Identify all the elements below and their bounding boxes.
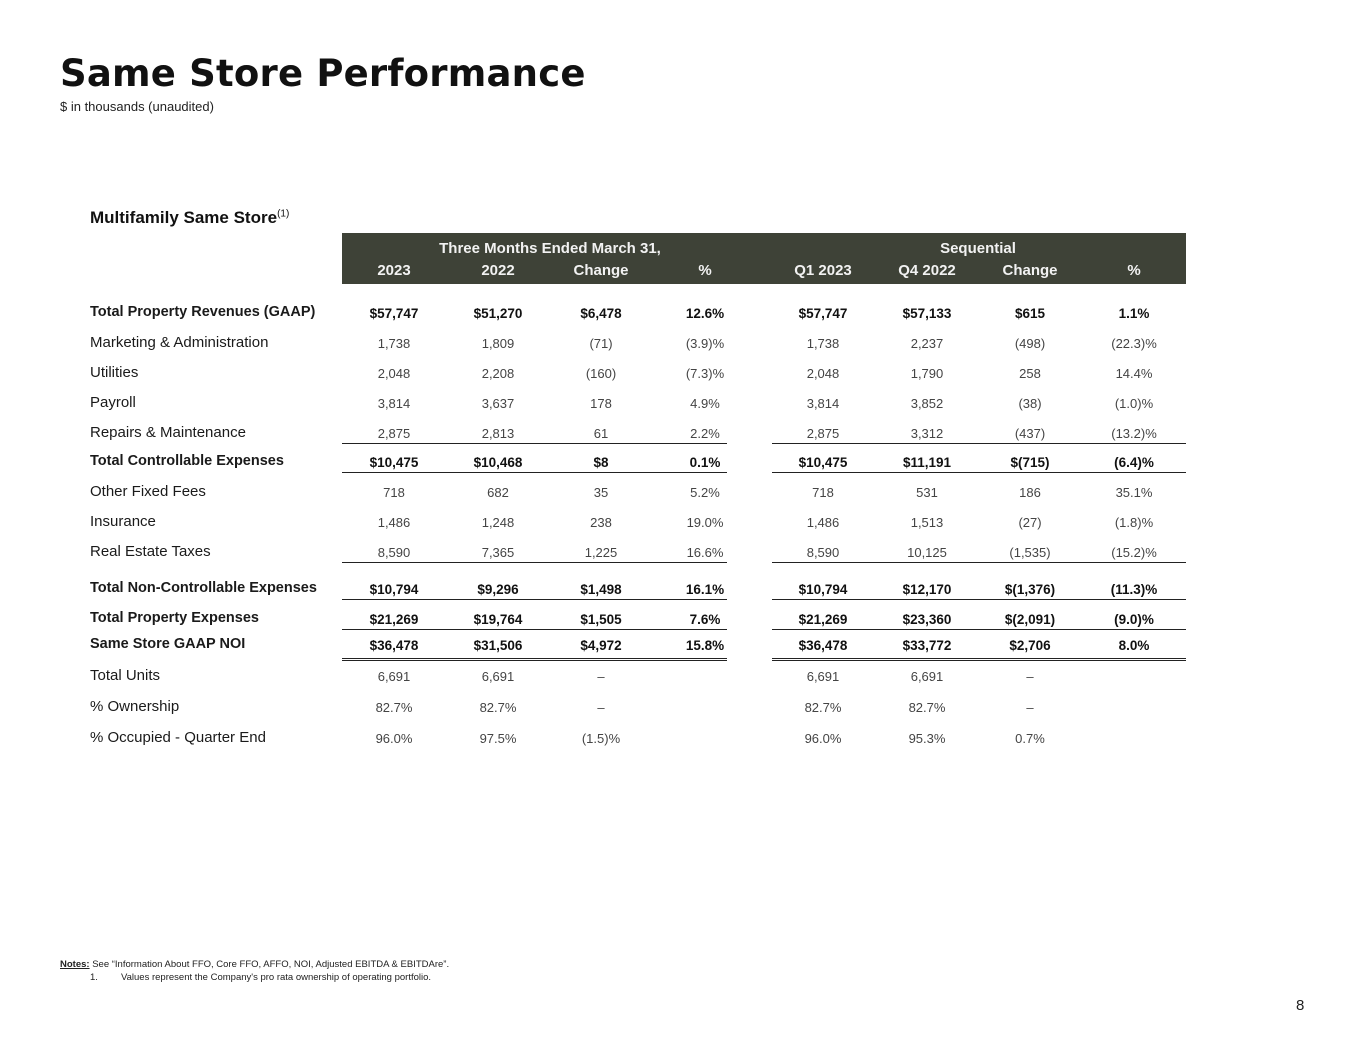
row-label: Total Controllable Expenses bbox=[90, 453, 284, 469]
double-underline bbox=[342, 658, 727, 662]
table-cell: – bbox=[1026, 700, 1034, 715]
table-cell: 4.9% bbox=[690, 396, 720, 411]
total-underline bbox=[342, 629, 727, 630]
table-cell: $10,475 bbox=[369, 455, 419, 470]
row-label: Total Units bbox=[90, 667, 161, 684]
table-cell: (27) bbox=[1018, 515, 1042, 530]
table-cell: 14.4% bbox=[1115, 366, 1153, 381]
table-cell: 1,248 bbox=[481, 515, 515, 530]
row-label: Utilities bbox=[90, 364, 139, 381]
row-label: Other Fixed Fees bbox=[90, 483, 206, 500]
table-cell: $1,498 bbox=[580, 582, 622, 597]
table-cell: $2,706 bbox=[1009, 638, 1051, 653]
table-cell: 96.0% bbox=[375, 731, 413, 746]
table-cell: $19,764 bbox=[473, 612, 523, 627]
page-subtitle: $ in thousands (unaudited) bbox=[60, 99, 214, 114]
table-cell: $(715) bbox=[1010, 455, 1050, 470]
table-cell: 5.2% bbox=[690, 485, 720, 500]
notes-text: See “Information About FFO, Core FFO, AFFO, NOI, Adjusted EBITDA & EBITDAre”. bbox=[89, 959, 450, 970]
table-cell: (15.2)% bbox=[1111, 545, 1157, 560]
table-cell: (1.0)% bbox=[1114, 396, 1154, 411]
table-cell: 3,814 bbox=[377, 396, 411, 411]
total-underline bbox=[342, 599, 727, 600]
table-cell: 0.7% bbox=[1015, 731, 1045, 746]
total-underline bbox=[342, 472, 727, 473]
table-cell: 0.1% bbox=[689, 455, 721, 470]
table-cell: (22.3)% bbox=[1111, 336, 1157, 351]
total-underline bbox=[772, 629, 1186, 630]
table-cell: $33,772 bbox=[902, 638, 952, 653]
table-cell: $9,296 bbox=[477, 582, 519, 597]
table-cell: 8,590 bbox=[377, 545, 411, 560]
section-title bbox=[90, 208, 289, 228]
table-cell: 97.5% bbox=[479, 731, 517, 746]
table-cell: 6,691 bbox=[910, 669, 944, 684]
table-cell: (437) bbox=[1014, 426, 1046, 441]
table-cell: (1,535) bbox=[1009, 545, 1051, 560]
row-label: % Ownership bbox=[90, 698, 180, 715]
table-cell: (6.4)% bbox=[1114, 455, 1154, 470]
table-cell: 1,738 bbox=[806, 336, 840, 351]
table-cell: $10,794 bbox=[369, 582, 419, 597]
column-header: Q4 2022 bbox=[898, 262, 956, 279]
table-cell: $36,478 bbox=[369, 638, 419, 653]
total-underline bbox=[772, 472, 1186, 473]
table-cell: $(1,376) bbox=[1004, 582, 1056, 597]
table-cell: 16.1% bbox=[685, 582, 725, 597]
table-cell: 1,809 bbox=[481, 336, 515, 351]
notes bbox=[60, 959, 449, 970]
table-cell: 2,237 bbox=[910, 336, 944, 351]
column-header: Q1 2023 bbox=[794, 262, 852, 279]
notes-label: Notes: bbox=[60, 959, 90, 970]
column-header: Change bbox=[1002, 262, 1058, 279]
table-cell: 82.7% bbox=[375, 700, 413, 715]
table-cell: (13.2)% bbox=[1111, 426, 1157, 441]
table-cell: $12,170 bbox=[902, 582, 952, 597]
table-cell: 82.7% bbox=[908, 700, 946, 715]
table-cell: (498) bbox=[1014, 336, 1046, 351]
footnote-ref: (1) bbox=[277, 208, 290, 220]
table-cell: 682 bbox=[487, 485, 509, 500]
table-cell: 1,738 bbox=[377, 336, 411, 351]
table-cell: 1,486 bbox=[806, 515, 840, 530]
table-cell: 178 bbox=[590, 396, 612, 411]
table-cell: 2,875 bbox=[377, 426, 411, 441]
table-cell: – bbox=[597, 700, 605, 715]
table-cell: $21,269 bbox=[369, 612, 419, 627]
note-item bbox=[90, 972, 431, 983]
table-cell: 15.8% bbox=[685, 638, 725, 653]
table-cell: $10,468 bbox=[473, 455, 523, 470]
row-label: Same Store GAAP NOI bbox=[90, 636, 246, 652]
group-header: Sequential bbox=[940, 240, 1016, 257]
table-cell: 238 bbox=[590, 515, 612, 530]
table-cell: 8,590 bbox=[806, 545, 840, 560]
table-cell: 3,637 bbox=[481, 396, 515, 411]
table-cell: $10,794 bbox=[798, 582, 848, 597]
table-cell: (1.5)% bbox=[581, 731, 621, 746]
table-cell: $23,360 bbox=[902, 612, 952, 627]
table-cell: 1,486 bbox=[377, 515, 411, 530]
table-cell: 1,225 bbox=[584, 545, 618, 560]
table-cell: $1,505 bbox=[580, 612, 622, 627]
table-cell: 531 bbox=[916, 485, 938, 500]
row-label: Total Property Revenues (GAAP) bbox=[90, 304, 316, 320]
table-cell: 2,813 bbox=[481, 426, 515, 441]
row-label: Total Property Expenses bbox=[90, 610, 259, 626]
table-cell: 6,691 bbox=[481, 669, 515, 684]
table-cell: $10,475 bbox=[798, 455, 848, 470]
table-cell: 3,312 bbox=[910, 426, 944, 441]
table-cell: 7,365 bbox=[481, 545, 515, 560]
row-label: Real Estate Taxes bbox=[90, 543, 211, 560]
table-cell: 2,048 bbox=[806, 366, 840, 381]
table-cell: (7.3)% bbox=[685, 366, 725, 381]
table-cell: 2.2% bbox=[690, 426, 720, 441]
row-label: % Occupied - Quarter End bbox=[90, 729, 266, 746]
table-cell: $31,506 bbox=[473, 638, 523, 653]
table-cell: $57,133 bbox=[902, 306, 952, 321]
table-cell: $11,191 bbox=[902, 455, 952, 470]
table-cell: 718 bbox=[812, 485, 834, 500]
row-label: Insurance bbox=[90, 513, 156, 530]
table-cell: (3.9)% bbox=[685, 336, 725, 351]
table-cell: $6,478 bbox=[580, 306, 622, 321]
total-underline bbox=[772, 443, 1186, 444]
table-cell: 718 bbox=[383, 485, 405, 500]
table-cell: 1.1% bbox=[1118, 306, 1150, 321]
table-cell: – bbox=[1026, 669, 1034, 684]
column-header: % bbox=[698, 262, 712, 279]
group-header: Three Months Ended March 31, bbox=[439, 240, 661, 257]
note-number: 1. bbox=[90, 972, 98, 983]
column-header: 2023 bbox=[377, 262, 411, 279]
table-cell: 186 bbox=[1019, 485, 1041, 500]
column-header: % bbox=[1127, 262, 1141, 279]
table-cell: 1,513 bbox=[910, 515, 944, 530]
table-cell: (11.3)% bbox=[1110, 582, 1158, 597]
table-cell: 61 bbox=[593, 426, 609, 441]
page-title: Same Store Performance bbox=[60, 52, 586, 95]
row-label: Payroll bbox=[90, 394, 136, 411]
table-cell: 82.7% bbox=[479, 700, 517, 715]
column-header: 2022 bbox=[481, 262, 515, 279]
table-cell: 19.0% bbox=[686, 515, 724, 530]
table-cell: 35 bbox=[593, 485, 609, 500]
double-underline bbox=[772, 658, 1186, 662]
table-cell: 6,691 bbox=[806, 669, 840, 684]
table-cell: $(2,091) bbox=[1004, 612, 1056, 627]
table-cell: (38) bbox=[1018, 396, 1042, 411]
table-cell: 16.6% bbox=[686, 545, 724, 560]
section-title-text: Multifamily Same Store bbox=[90, 208, 278, 227]
table-cell: 1,790 bbox=[910, 366, 944, 381]
page-number: 8 bbox=[1296, 997, 1305, 1014]
table-cell: (71) bbox=[589, 336, 613, 351]
table-cell: 82.7% bbox=[804, 700, 842, 715]
note-text: Values represent the Company's pro rata ownership of operating portfolio. bbox=[121, 972, 432, 983]
table-cell: $57,747 bbox=[369, 306, 419, 321]
table-cell: 8.0% bbox=[1118, 638, 1150, 653]
table-cell: $57,747 bbox=[798, 306, 848, 321]
table-cell: $4,972 bbox=[580, 638, 622, 653]
table-cell: 258 bbox=[1019, 366, 1041, 381]
table-cell: $615 bbox=[1014, 306, 1046, 321]
row-label: Total Non-Controllable Expenses bbox=[90, 580, 317, 596]
table-cell: 3,852 bbox=[910, 396, 944, 411]
row-label: Repairs & Maintenance bbox=[90, 424, 246, 441]
table-cell: 12.6% bbox=[685, 306, 725, 321]
row-label: Marketing & Administration bbox=[90, 334, 269, 351]
table-cell: $51,270 bbox=[473, 306, 523, 321]
total-underline bbox=[342, 562, 727, 563]
table-cell: (9.0)% bbox=[1114, 612, 1154, 627]
total-underline bbox=[342, 443, 727, 444]
table-cell: 2,048 bbox=[377, 366, 411, 381]
table-cell: – bbox=[597, 669, 605, 684]
table-cell: 7.6% bbox=[689, 612, 721, 627]
table-cell: 3,814 bbox=[806, 396, 840, 411]
table-cell: 96.0% bbox=[804, 731, 842, 746]
table-cell: 35.1% bbox=[1115, 485, 1153, 500]
total-underline bbox=[772, 562, 1186, 563]
table-cell: (160) bbox=[585, 366, 617, 381]
total-underline bbox=[772, 599, 1186, 600]
table-cell: $36,478 bbox=[798, 638, 848, 653]
table-cell: 10,125 bbox=[907, 545, 947, 560]
table-cell: 2,875 bbox=[806, 426, 840, 441]
table-cell: (1.8)% bbox=[1114, 515, 1154, 530]
column-header: Change bbox=[573, 262, 629, 279]
table-cell: 6,691 bbox=[377, 669, 411, 684]
table-cell: $21,269 bbox=[798, 612, 848, 627]
table-cell: 95.3% bbox=[908, 731, 946, 746]
table-cell: $8 bbox=[593, 455, 609, 470]
table-cell: 2,208 bbox=[481, 366, 515, 381]
